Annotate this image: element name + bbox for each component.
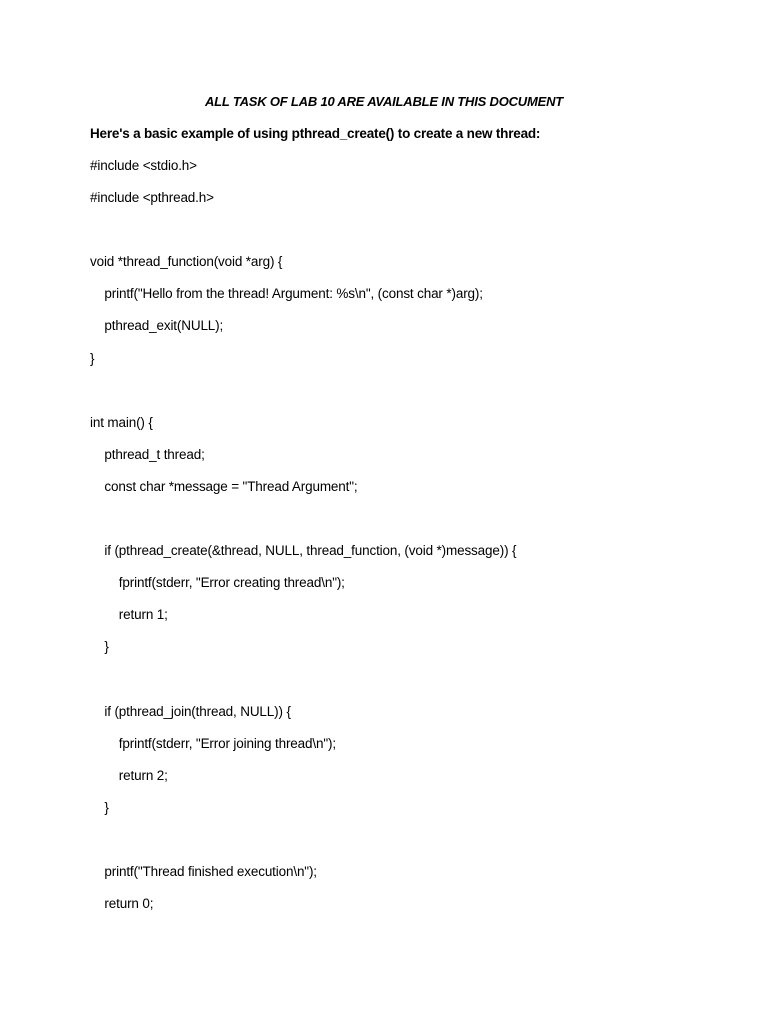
code-line [90,221,730,253]
code-block [90,157,730,927]
code-line: return 1; [90,607,168,623]
code-line [90,831,730,863]
code-line: #include <pthread.h> [90,190,214,206]
code-line: return 0; [90,896,154,912]
document-title: ALL TASK OF LAB 10 ARE AVAILABLE IN THIS DOCUMENT [204,94,564,109]
code-line: #include <stdio.h> [90,158,197,173]
code-line: } [90,639,109,655]
code-line: int main() { [90,414,153,430]
code-line: if (pthread_join(thread, NULL)) { [90,703,291,719]
code-line: void *thread_function(void *arg) { [90,254,283,270]
code-line: fprintf(stderr, "Error joining thread\n"); [90,735,336,751]
code-line: } [90,350,95,366]
code-line: printf("Thread finished execution\n"); [90,864,317,880]
code-line: if (pthread_create(&thread, NULL, thread_function, (void *)message)) { [90,543,517,559]
code-line: const char *message = "Thread Argument"; [90,478,358,494]
code-line [90,510,730,542]
code-line: pthread_exit(NULL); [90,318,224,334]
code-line: return 2; [90,767,168,783]
code-line: pthread_t thread; [90,446,205,462]
code-line [90,382,730,414]
code-line [90,671,730,703]
code-line: printf("Hello from the thread! Argument: %s\n", (const char *)arg); [90,286,483,302]
section-heading: Here's a basic example of using pthread_create() to create a new thread: [90,126,541,141]
code-line: fprintf(stderr, "Error creating thread\n"); [90,575,345,591]
code-line: } [90,799,109,815]
